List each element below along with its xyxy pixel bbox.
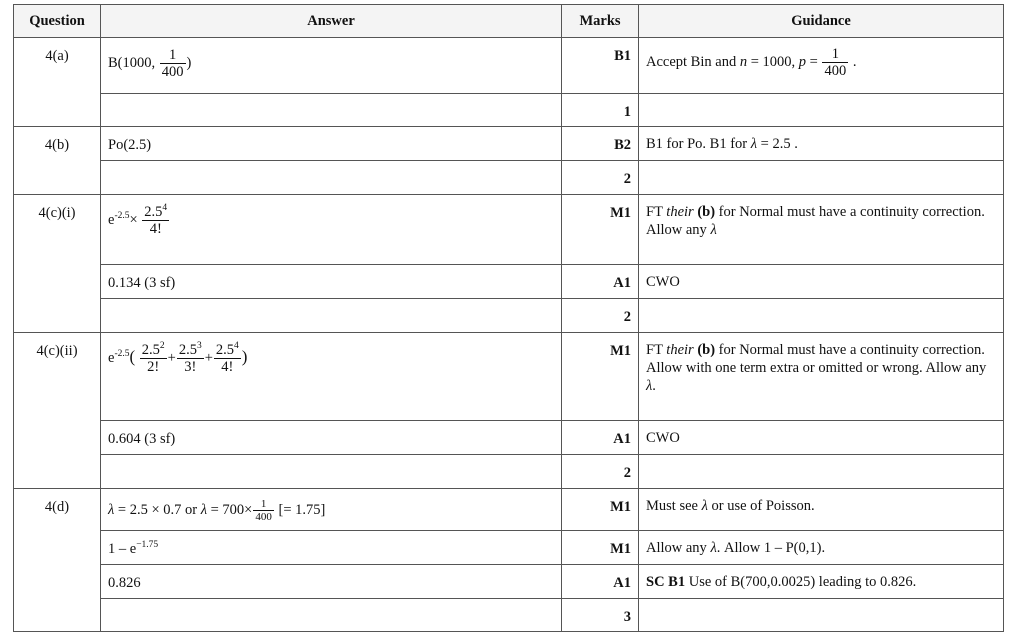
table-row — [14, 565, 1004, 599]
question-number: 4(b) — [14, 127, 101, 195]
answer-cell: $e^{-2.5}\times$ $\frac{2.5^4}{4!}$ — [101, 195, 562, 265]
table-row — [14, 161, 1004, 195]
table-row — [14, 455, 1004, 489]
guidance-cell — [639, 94, 1004, 127]
guidance-cell: FT their (b) for Normal must have a continuity correction. Allow with one term extra or omitted or wrong. Allow any λ. — [639, 333, 1004, 421]
guidance-cell: SC B1 Use of B(700,0.0025) leading to 0.826. — [639, 565, 1004, 599]
mark-code: A1 — [562, 265, 639, 299]
header-question: Question — [14, 5, 101, 38]
mark-code: M1 — [562, 333, 639, 421]
table-row — [14, 127, 1004, 161]
answer-cell — [101, 94, 562, 127]
answer-cell: B(1000, $\frac{1}{400}$ ) — [101, 38, 562, 94]
table-row — [14, 599, 1004, 632]
mark-total: 1 — [562, 94, 639, 127]
mark-total: 2 — [562, 455, 639, 489]
guidance-cell: CWO — [639, 265, 1004, 299]
answer-cell — [101, 599, 562, 632]
guidance-cell — [639, 299, 1004, 333]
guidance-cell: Accept Bin and n = 1000, p = $\frac{1}{400}$ . — [639, 38, 1004, 94]
fraction: $\frac{2.5^3}{3!}$ — [178, 341, 202, 375]
answer-cell: λ = 2.5 × 0.7 or λ = 700× $\frac{1}{400}$ [= 1.75] — [101, 489, 562, 531]
header-guidance: Guidance — [639, 5, 1004, 38]
mark-code: A1 — [562, 565, 639, 599]
mark-code: B1 — [562, 38, 639, 94]
guidance-cell: FT their (b) for Normal must have a continuity correction. Allow any λ — [639, 195, 1004, 265]
header-marks: Marks — [562, 5, 639, 38]
guidance-cell: Must see λ or use of Poisson. — [639, 489, 1004, 531]
table-row — [14, 299, 1004, 333]
question-number: 4(d) — [14, 489, 101, 632]
guidance-cell — [639, 455, 1004, 489]
fraction: $\frac{2.5^4}{4!}$ — [144, 203, 168, 237]
answer-cell: $1 - e^{-1.75}$ — [101, 531, 562, 565]
fraction: $\frac{2.5^2}{2!}$ — [141, 341, 165, 375]
mark-code: B2 — [562, 127, 639, 161]
fraction: $\frac{1}{400}$ — [255, 498, 272, 523]
fraction: $\frac{1}{400}$ — [161, 47, 184, 80]
table-row — [14, 489, 1004, 531]
mark-total: 3 — [562, 599, 639, 632]
mark-code: M1 — [562, 489, 639, 531]
guidance-cell — [639, 599, 1004, 632]
table-row — [14, 94, 1004, 127]
answer-cell: Po(2.5) — [101, 127, 562, 161]
mark-code: M1 — [562, 195, 639, 265]
mark-total: 2 — [562, 161, 639, 195]
mark-scheme-table — [13, 4, 1004, 632]
answer-cell — [101, 455, 562, 489]
header-row — [14, 5, 1004, 38]
guidance-cell: B1 for Po. B1 for λ = 2.5 . — [639, 127, 1004, 161]
answer-cell — [101, 161, 562, 195]
fraction: $\frac{2.5^4}{4!}$ — [215, 341, 239, 375]
header-answer: Answer — [101, 5, 562, 38]
fraction: $\frac{1}{400}$ — [824, 46, 847, 79]
question-number: 4(a) — [14, 38, 101, 127]
mark-total: 2 — [562, 299, 639, 333]
guidance-cell — [639, 161, 1004, 195]
answer-cell: 0.134 (3 sf) — [101, 265, 562, 299]
answer-cell: $e^{-2.5}$( $\frac{2.5^2}{2!}$ + $\frac{2.5^3}{3!}$ + $\frac{2.5^4}{4!}$ ) — [101, 333, 562, 421]
table-row — [14, 421, 1004, 455]
guidance-cell: Allow any λ. Allow 1 – P(0,1). — [639, 531, 1004, 565]
question-number: 4(c)(ii) — [14, 333, 101, 489]
answer-cell: 0.826 — [101, 565, 562, 599]
table-row — [14, 333, 1004, 421]
question-number: 4(c)(i) — [14, 195, 101, 333]
table-row — [14, 265, 1004, 299]
guidance-cell: CWO — [639, 421, 1004, 455]
table-row — [14, 531, 1004, 565]
mark-code: M1 — [562, 531, 639, 565]
mark-code: A1 — [562, 421, 639, 455]
table-row — [14, 195, 1004, 265]
answer-cell — [101, 299, 562, 333]
table-row — [14, 38, 1004, 94]
answer-cell: 0.604 (3 sf) — [101, 421, 562, 455]
